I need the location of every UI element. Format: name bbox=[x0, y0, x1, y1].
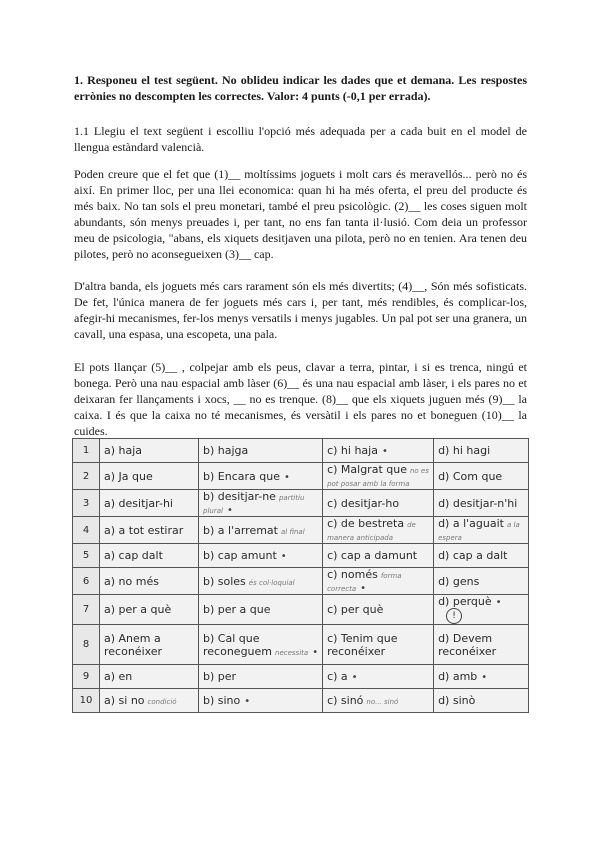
option-cell-b bbox=[199, 544, 323, 568]
option-cell-d bbox=[434, 595, 529, 625]
handwritten-note: condició bbox=[147, 698, 177, 706]
option-cell-b bbox=[199, 463, 323, 490]
table-row bbox=[73, 568, 529, 595]
handwritten-note: de manera anticipada bbox=[327, 521, 416, 542]
option-cell-a bbox=[100, 439, 199, 463]
answer-mark-dot: • bbox=[351, 672, 358, 683]
handwritten-note: partitiu plural bbox=[203, 494, 305, 515]
answer-mark-dot: • bbox=[381, 446, 388, 457]
paragraph-1: Poden creure que el fet que (1)__ moltíssims joguets i molt cars és meravellós... però no és així. En primer lloc, per una llei economica: quan hi ha més oferta, el preu del producte és més baix. No tan sols el preu monetari, també el preu psicològic. (2)__ les coses siguen molt abundants, són menys preuades i, per tant, no ens fan tanta il·lusió. Com deia un professor meu de psicologia, "abans, els xiquets desitjaven una pilota, però no en tenien. Ara tenen deu pilotes, però no aconsegueixen (3)__ cap. bbox=[74, 167, 527, 261]
option-text: c) de bestreta bbox=[327, 517, 405, 530]
option-cell-b bbox=[199, 665, 323, 689]
option-cell-d bbox=[434, 568, 529, 595]
option-cell-a bbox=[100, 595, 199, 625]
option-text: d) a l'aguait bbox=[438, 517, 504, 530]
answer-mark-dot: • bbox=[244, 696, 251, 707]
option-text: c) desitjar-ho bbox=[327, 496, 400, 510]
option-text: b) sino bbox=[203, 694, 241, 707]
option-text: a) no més bbox=[104, 574, 159, 588]
question-number: 5 bbox=[73, 544, 100, 568]
option-text: d) desitjar-n'hi bbox=[438, 496, 518, 510]
option-cell-b bbox=[199, 595, 323, 625]
question-number: 3 bbox=[73, 490, 100, 517]
option-cell-c bbox=[323, 490, 434, 517]
option-text: c) per què bbox=[327, 603, 384, 616]
option-cell-a bbox=[100, 490, 199, 517]
answer-mark-dot: • bbox=[360, 583, 367, 594]
option-text: c) cap a damunt bbox=[327, 549, 418, 562]
option-text: d) hi hagi bbox=[438, 444, 491, 457]
option-cell-c bbox=[323, 517, 434, 544]
option-text: d) perquè bbox=[438, 595, 492, 608]
option-cell-a bbox=[100, 517, 199, 544]
handwritten-note: al final bbox=[280, 527, 305, 536]
table-row bbox=[73, 625, 529, 665]
option-text: b) per bbox=[203, 670, 237, 683]
option-text: c) a bbox=[327, 670, 348, 683]
option-text: b) a l'arremat bbox=[203, 523, 278, 537]
circled-exclamation-mark: ! bbox=[446, 608, 462, 624]
option-cell-b bbox=[199, 439, 323, 463]
handwritten-note: no... sinó bbox=[366, 698, 399, 706]
option-text: c) Malgrat que bbox=[327, 463, 407, 476]
question-number: 8 bbox=[73, 625, 100, 665]
paragraph-3: El pots llançar (5)__ , colpejar amb els peus, clavar a terra, pintar, i si es trenca, ningú et bonega. Però una nau espacial amb làser (6)__ és una nau espacial amb làser, i els pares no et deixaran fer llançaments i xocs, __ no es trenque. (8)__ que els xiquets juguen més (9)__ la caixa. I és que la caixa no té mecanismes, és versàtil i els pares no et boneguen (10)__ la cuides. bbox=[74, 360, 527, 438]
question-number: 2 bbox=[73, 463, 100, 490]
answer-mark-dot: • bbox=[226, 505, 233, 516]
option-cell-d bbox=[434, 463, 529, 490]
option-cell-a bbox=[100, 689, 199, 713]
question-number: 10 bbox=[73, 689, 100, 713]
option-text: a) Ja que bbox=[104, 469, 153, 483]
option-text: b) Cal que reconeguem bbox=[203, 631, 273, 658]
table-row bbox=[73, 595, 529, 625]
option-text: d) Devem reconéixer bbox=[438, 631, 497, 658]
question-number: 1 bbox=[73, 439, 100, 463]
option-text: a) desitjar-hi bbox=[104, 496, 173, 510]
option-cell-a bbox=[100, 463, 199, 490]
answer-mark-dot: • bbox=[312, 646, 319, 658]
option-text: b) hajga bbox=[203, 444, 249, 457]
option-cell-c bbox=[323, 689, 434, 713]
option-text: d) sinò bbox=[438, 694, 476, 707]
option-cell-a bbox=[100, 544, 199, 568]
option-cell-c bbox=[323, 625, 434, 665]
option-text: a) si no bbox=[104, 694, 145, 707]
option-text: a) Anem a reconéixer bbox=[104, 631, 163, 658]
option-cell-c bbox=[323, 439, 434, 463]
option-cell-d bbox=[434, 490, 529, 517]
question-heading: 1. Responeu el test següent. No oblideu indicar les dades que et demana. Les respostes errònies no descompten les correctes. Valor: 4 punts (-0,1 per errada). bbox=[74, 73, 527, 103]
option-cell-b bbox=[199, 625, 323, 665]
option-text: b) cap amunt bbox=[203, 549, 277, 562]
option-text: d) Com que bbox=[438, 469, 503, 483]
option-cell-a bbox=[100, 625, 199, 665]
option-text: d) gens bbox=[438, 574, 480, 588]
table-row bbox=[73, 665, 529, 689]
handwritten-note: forma correcta bbox=[327, 572, 402, 593]
option-cell-c bbox=[323, 568, 434, 595]
option-cell-d bbox=[434, 625, 529, 665]
answer-mark-dot: • bbox=[481, 672, 488, 683]
option-cell-d bbox=[434, 689, 529, 713]
answer-mark-dot: • bbox=[283, 471, 290, 483]
question-number: 4 bbox=[73, 517, 100, 544]
option-text: a) per a què bbox=[104, 603, 172, 616]
paragraph-2: D'altra banda, els joguets més cars rarament són els més divertits; (4)__, Són més sofisticats. De fet, l'única manera de fer joguets més cars i, per tant, més rendibles, és complicar-los, afegir-hi mecanismes, fer-los menys versatils i menys jugables. Un pal pot ser una granera, un cavall, una espasa, una escopeta, una pala. bbox=[74, 279, 527, 341]
option-cell-a bbox=[100, 665, 199, 689]
answer-mark-dot: • bbox=[280, 551, 287, 562]
option-text: a) a tot estirar bbox=[104, 523, 184, 537]
question-number: 7 bbox=[73, 595, 100, 625]
answer-options-table bbox=[72, 438, 529, 713]
option-cell-d bbox=[434, 665, 529, 689]
option-cell-c bbox=[323, 595, 434, 625]
option-text: a) cap dalt bbox=[104, 549, 163, 562]
option-cell-b bbox=[199, 568, 323, 595]
option-cell-d bbox=[434, 544, 529, 568]
option-text: c) hi haja bbox=[327, 444, 378, 457]
option-text: c) sinó bbox=[327, 694, 364, 707]
option-cell-b bbox=[199, 689, 323, 713]
option-cell-d bbox=[434, 517, 529, 544]
option-cell-d bbox=[434, 439, 529, 463]
option-cell-a bbox=[100, 568, 199, 595]
question-number: 9 bbox=[73, 665, 100, 689]
table-row bbox=[73, 463, 529, 490]
option-text: c) només bbox=[327, 568, 378, 581]
option-cell-c bbox=[323, 544, 434, 568]
answer-mark-dot: • bbox=[495, 597, 502, 608]
option-cell-b bbox=[199, 517, 323, 544]
option-text: a) en bbox=[104, 670, 133, 683]
table-row bbox=[73, 439, 529, 463]
table-row bbox=[73, 689, 529, 713]
question-number: 6 bbox=[73, 568, 100, 595]
table-row bbox=[73, 544, 529, 568]
option-text: c) Tenim que reconéixer bbox=[327, 631, 398, 658]
option-cell-b bbox=[199, 490, 323, 517]
handwritten-note: no es pot posar amb la forma bbox=[327, 467, 429, 488]
option-text: a) haja bbox=[104, 444, 143, 457]
question-instruction: 1.1 Llegiu el text següent i escolliu l'opció més adequada per a cada buit en el model de llengua estàndard valencià. bbox=[74, 124, 527, 154]
option-text: d) cap a dalt bbox=[438, 549, 508, 562]
answer-table-photo bbox=[72, 438, 529, 707]
option-text: b) soles bbox=[203, 574, 246, 588]
option-text: b) desitjar-ne bbox=[203, 490, 276, 503]
option-text: b) Encara que bbox=[203, 469, 280, 483]
table-row bbox=[73, 490, 529, 517]
handwritten-note: a la espera bbox=[438, 521, 520, 542]
option-text: d) amb bbox=[438, 670, 478, 683]
option-text: b) per a que bbox=[203, 603, 271, 616]
table-row bbox=[73, 517, 529, 544]
handwritten-note: és col·loquial bbox=[248, 578, 295, 587]
option-cell-c bbox=[323, 665, 434, 689]
option-cell-c bbox=[323, 463, 434, 490]
handwritten-note: necessita bbox=[275, 648, 309, 657]
